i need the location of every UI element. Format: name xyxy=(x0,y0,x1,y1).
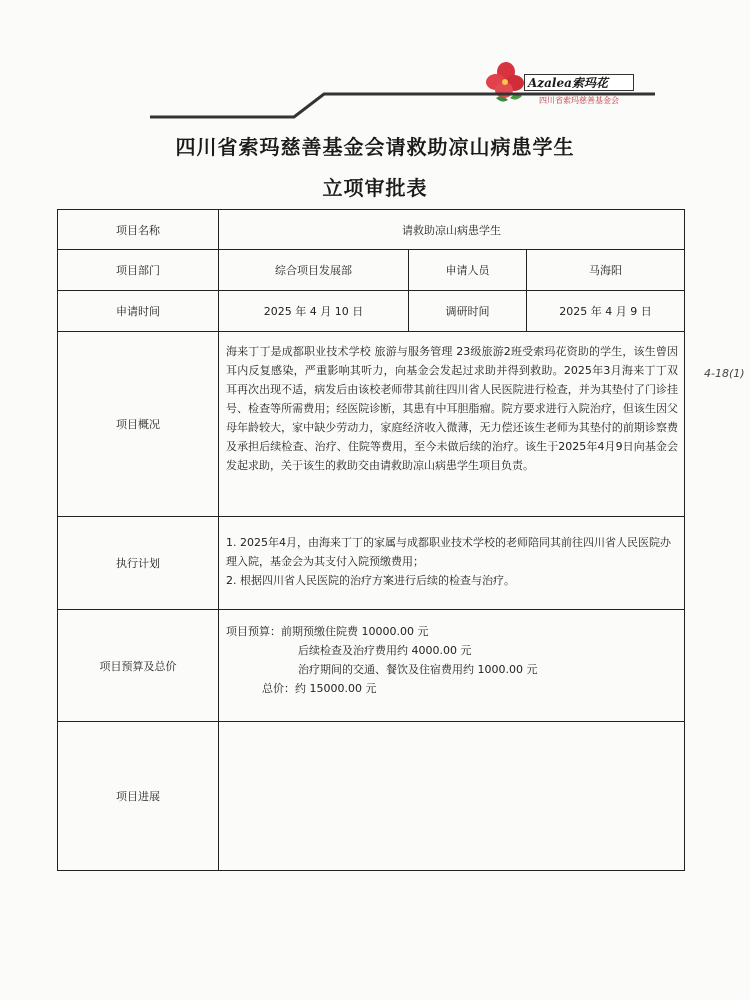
budget-line-1: 项目预算：前期预缴住院费 10000.00 元 xyxy=(226,625,429,638)
applicant-value: 马海阳 xyxy=(526,250,684,290)
applicant-label: 申请人员 xyxy=(408,250,526,290)
apply-date-value: 2025 年 4 月 10 日 xyxy=(218,291,408,331)
budget-text xyxy=(226,622,678,698)
budget-label: 项目预算及总价 xyxy=(99,659,177,673)
row-plan xyxy=(58,517,684,610)
budget-line-2: 后续检查及治疗费用约 4000.00 元 xyxy=(298,644,472,657)
row-department xyxy=(58,250,684,291)
overview-label: 项目概况 xyxy=(116,418,160,431)
approval-form-table xyxy=(57,209,685,871)
progress-label: 项目进展 xyxy=(116,790,160,803)
plan-label: 执行计划 xyxy=(116,557,160,570)
research-date-value: 2025 年 4 月 9 日 xyxy=(526,291,684,331)
plan-item-2: 2. 根据四川省人民医院的治疗方案进行后续的检查与治疗。 xyxy=(226,574,515,587)
apply-date-label: 申请时间 xyxy=(116,305,160,318)
row-project-name xyxy=(58,210,684,250)
department-label: 项目部门 xyxy=(116,264,160,277)
budget-line-4: 总价：约 15000.00 元 xyxy=(262,682,377,695)
row-dates xyxy=(58,291,684,332)
page-title: 四川省索玛慈善基金会请救助凉山病患学生 xyxy=(175,135,575,159)
row-progress xyxy=(58,722,684,870)
plan-text xyxy=(226,533,678,590)
project-name-label: 项目名称 xyxy=(116,223,160,237)
progress-value xyxy=(218,722,684,870)
header-rule xyxy=(0,80,750,120)
overview-text: 海来丁丁是成都职业技术学校 旅游与服务管理 23级旅游2班受索玛花资助的学生，该生曾因耳内反复感染，严重影响其听力，向基金会发起过求助并得到救助。2025年3月海来丁丁双耳再次出现不适，病发后由该校老师带其前往四川省人民医院进行检查，并为其垫付了门诊挂号、检查等所需费用；经医院诊断，其患有中耳胆脂瘤。院方要求进行入院治疗，但该生因父母年龄较大，家中缺少劳动力，家庭经济收入微薄，无力偿还该生老师为其垫付的前期诊察费及承担后续检查、治疗、住院等费用，至今未做后续的治疗。该生于2025年4月9日向基金会发起求助，关于该生的救助交由请救助凉山病患学生项目负责。 xyxy=(226,345,678,472)
logo-org-name: 四川省索玛慈善基金会 xyxy=(539,96,619,105)
page-subtitle: 立项审批表 xyxy=(322,176,428,200)
row-overview xyxy=(58,332,684,517)
department-value: 综合项目发展部 xyxy=(218,250,408,290)
research-date-label: 调研时间 xyxy=(408,291,526,331)
budget-line-3: 治疗期间的交通、餐饮及住宿费用约 1000.00 元 xyxy=(298,663,538,676)
project-name-value: 请救助凉山病患学生 xyxy=(218,210,684,249)
logo-brand-text: Azalea索玛花 xyxy=(524,74,634,91)
handwritten-margin-note: 4-18(1) xyxy=(704,367,745,380)
row-budget xyxy=(58,610,684,722)
plan-item-1: 1. 2025年4月，由海来丁丁的家属与成都职业技术学校的老师陪同其前往四川省人民医院办理入院，基金会为其支付入院预缴费用； xyxy=(226,536,671,568)
